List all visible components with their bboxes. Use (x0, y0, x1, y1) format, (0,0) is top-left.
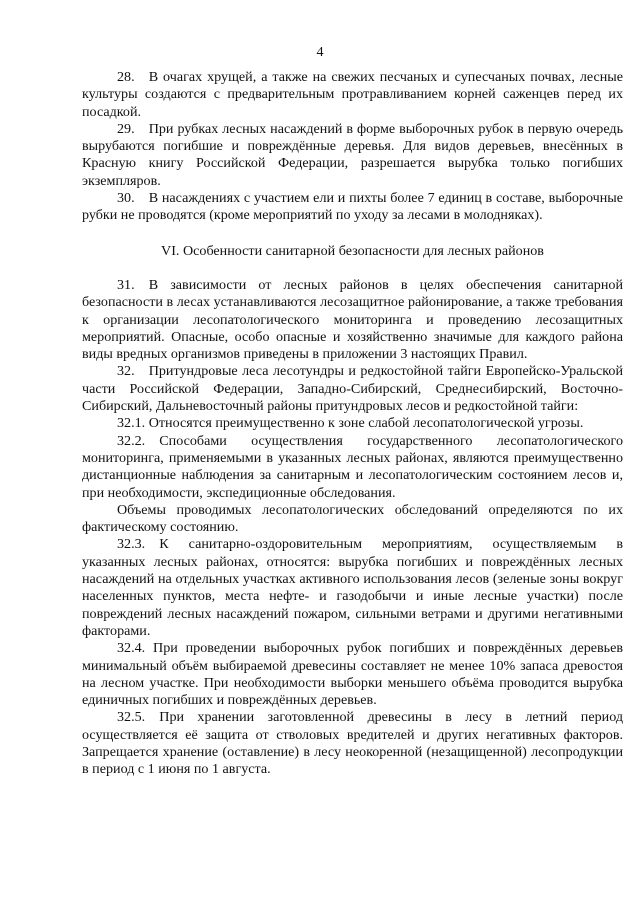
paragraph-32-3: 32.3. К санитарно-оздоровительным мероприятиям, осуществляемым в указанных лесных районах, относятся: вырубка погибших и повреждённых лесных насаждений на отдельных участках активного использования лесов (зеленые зоны вокруг населенных пунктов, места нефте- и газодобычи и иные лесные участки) после повреждений лесных насаждений пожаром, сильными ветрами и другими негативными факторами. (82, 536, 623, 639)
paragraph-32-2: 32.2. Способами осуществления государственного лесопатологического мониторинга, применяемыми в указанных лесных районах, являются преимущественно дистанционные наблюдения за санитарным и лесопатологическим состоянием лесов и, при необходимости, экспедиционные обследования. (82, 432, 623, 501)
paragraph-32-5: 32.5. При хранении заготовленной древесины в лесу в летний период осуществляется её защита от стволовых вредителей и других негативных факторов. Запрещается хранение (оставление) в лесу неокоренной (незащищенной) лесопродукции в период с 1 июня по 1 августа. (82, 709, 623, 778)
paragraph-32: 32. Притундровые леса лесотундры и редкостойной тайги Европейско-Уральской части Российской Федерации, Западно-Сибирский, Среднесибирский, Восточно-Сибирский, Дальневосточный районы притундровых лесов и редкостойной тайги: (82, 363, 623, 415)
paragraph-survey-volume: Объемы проводимых лесопатологических обследований определяются по их фактическому состоянию. (82, 501, 623, 536)
paragraph-32-1: 32.1. Относятся преимущественно к зоне слабой лесопатологической угрозы. (117, 415, 584, 432)
document-body (82, 69, 623, 779)
paragraph-30: 30. В насаждениях с участием ели и пихты более 7 единиц в составе, выборочные рубки не проводятся (кроме мероприятий по уходу за лесами в молодняках). (82, 190, 623, 224)
paragraph-28: 28. В очагах хрущей, а также на свежих песчаных и супесчаных почвах, лесные культуры создаются с предварительным протравливанием корней саженцев перед их посадкой. (82, 69, 623, 120)
paragraph-31: 31. В зависимости от лесных районов в целях обеспечения санитарной безопасности в лесах устанавливаются лесозащитное районирование, а также требования к организации лесопатологического мониторинга и проведению лесозащитных мероприятий. Опасные, особо опасные и хозяйственно значимые для каждого района виды вредных организмов приведены в приложении 3 настоящих Правил. (82, 276, 623, 363)
paragraph-32-4: 32.4. При проведении выборочных рубок погибших и повреждённых деревьев минимальный объём выбираемой древесины составляет не менее 10% запаса древостоя на лесном участке. При необходимости выборки меньшего объёма проводится вырубка единичных погибших и повреждённых деревьев. (82, 640, 623, 709)
section-heading: VI. Особенности санитарной безопасности для лесных районов (161, 242, 544, 259)
paragraph-29: 29. При рубках лесных насаждений в форме выборочных рубок в первую очередь вырубаются погибшие и повреждённые деревья. Для видов деревьев, внесённых в Красную книгу Российской Федерации, разрешается вырубка только погибших экземпляров. (82, 120, 623, 189)
page-number: 4 (316, 44, 324, 60)
